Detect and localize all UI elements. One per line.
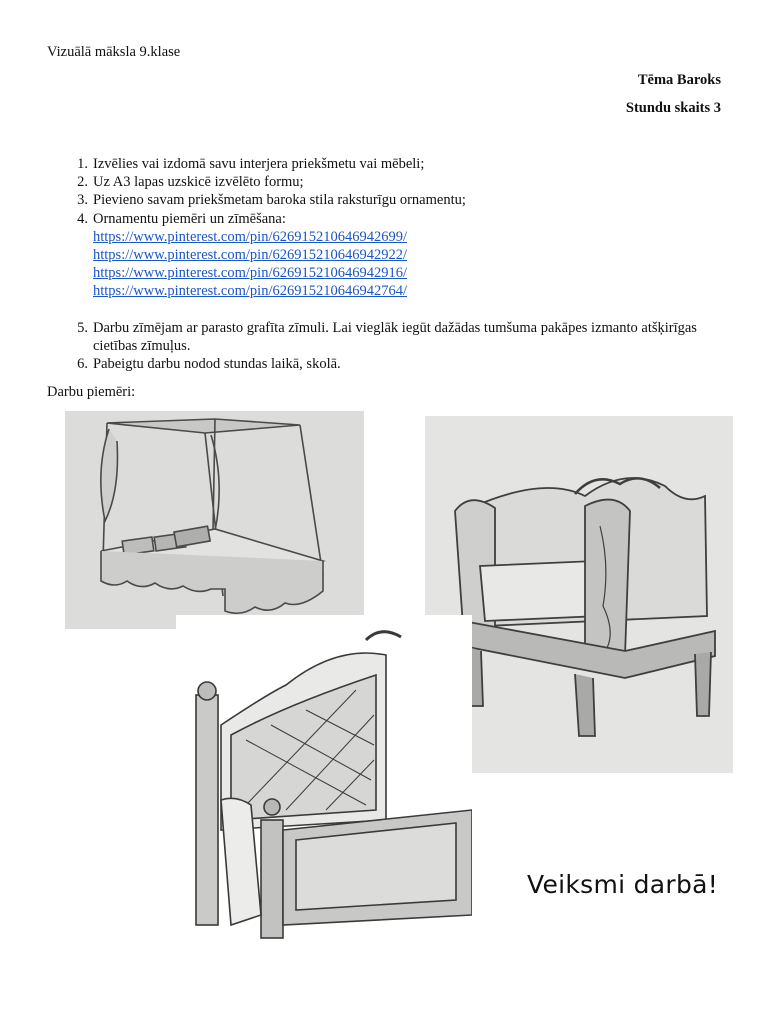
topic-line: Tēma Baroks [637,72,721,88]
lessons-count: Stundu skaits 3 [625,100,721,116]
pinterest-link-3[interactable]: https://www.pinterest.com/pin/626915210646942916/ [93,265,408,282]
task-list [77,155,723,373]
task-item: 3. Pievieno savam priekšmetam baroka stila raksturīgu ornamentu; [77,192,466,209]
pinterest-link-4[interactable]: https://www.pinterest.com/pin/626915210646942764/ [93,283,408,300]
pinterest-link-2[interactable]: https://www.pinterest.com/pin/626915210646942922/ [93,247,408,264]
canopy-bed-sketch [65,411,364,629]
subject-line: Vizuālā māksla 9.klase [47,44,181,60]
task-item: 5. Darbu zīmējam ar parasto grafīta zīmuli. Lai vieglāk iegūt dažādas tumšuma pakāpes izmanto atšķirīgas cietības zīmuļus. [77,319,697,354]
task-item: 2. Uz A3 lapas uzskicē izvēlēto formu; [77,174,304,191]
task-item: 1. Izvēlies vai izdomā savu interjera priekšmetu vai mēbeli; [77,156,425,172]
pinterest-link-1[interactable]: https://www.pinterest.com/pin/626915210646942699/ [93,228,408,245]
closing-message: Veiksmi darbā! [527,870,719,899]
task-item: 4. Ornamentu piemēri un zīmēšana: https://www.pinterest.com/pin/626915210646942699/ https://www.pinterest.com/pin/626915210646942922/ https://www.pinterest.com/pin/626915210646942916/ https://www.pinterest.com/pin/626915210646942764/ [93,210,723,301]
task-item: 6. Pabeigtu darbu nodod stundas laikā, skolā. [77,356,341,373]
headboard-sketch [176,615,472,940]
examples-label: Darbu piemēri: [47,384,136,400]
